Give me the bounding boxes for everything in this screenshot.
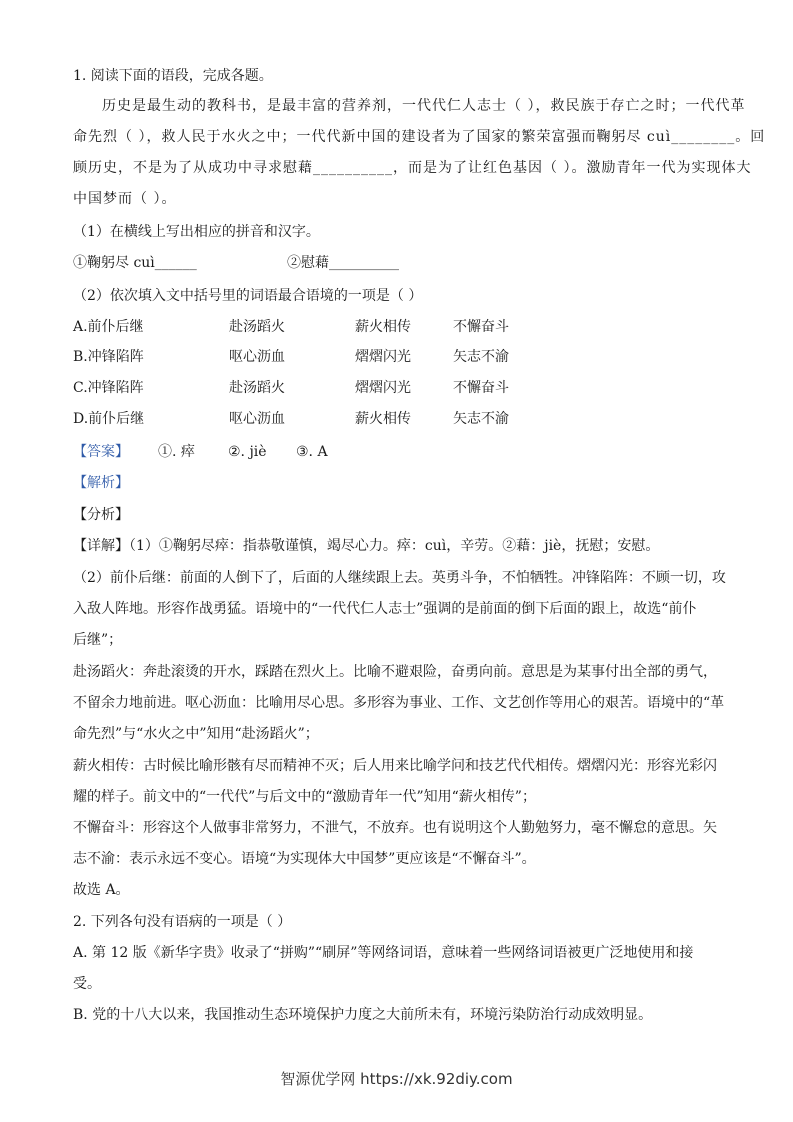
q1-sub1-item-a: ①鞠躬尽 cuì______ bbox=[73, 255, 197, 271]
option-c-col3: 熠熠闪光 bbox=[355, 380, 411, 396]
option-b-col1: B.冲锋陷阵 bbox=[73, 349, 144, 365]
detail-line-5: 赴汤蹈火：奔赴滚烫的开水，踩踏在烈火上。比喻不避艰险，奋勇向前。意思是为某事付出全部的勇气， bbox=[73, 664, 717, 680]
detail-line-7: 命先烈”与“水火之中”知用“赴汤蹈火”； bbox=[73, 726, 319, 742]
option-c-col1: C.冲锋陷阵 bbox=[73, 380, 144, 396]
option-b-col4: 矢志不渝 bbox=[453, 349, 509, 365]
answer-item-1: ①. 瘁 bbox=[158, 444, 195, 460]
detail-line-9: 耀的样子。前文中的“一代代”与后文中的“激励青年一代”知用“薪火相传”； bbox=[73, 789, 536, 805]
option-d-col3: 薪火相传 bbox=[355, 411, 411, 427]
detail-line-1: 【详解】（1）①鞠躬尽瘁：指恭敬谨慎，竭尽心力。瘁：cuì，辛劳。②藉：jiè，抚慰；安慰。 bbox=[73, 538, 660, 554]
option-c-col2: 赴汤蹈火 bbox=[229, 380, 285, 396]
detail-line-3: 入敌人阵地。形容作战勇猛。语境中的“一代代仁人志士”强调的是前面的倒下后面的跟上，故选“前仆 bbox=[73, 601, 697, 617]
q2-option-a-line-1: A. 第 12 版《新华字贵》收录了“拼购”“刷屏”等网络词语，意味着一些网络词语被更广泛地使用和接 bbox=[73, 945, 694, 961]
q1-passage-line-4: 中国梦而（ ）。 bbox=[73, 191, 177, 207]
detail-line-11: 志不渝：表示永远不变心。语境“为实现体大中国梦”更应该是“不懈奋斗”。 bbox=[73, 851, 536, 867]
option-a-col4: 不懈奋斗 bbox=[453, 319, 509, 335]
q1-passage-line-2: 命先烈（ ），救人民于水火之中；一代代新中国的建设者为了国家的繁荣富强而鞠躬尽 cuì________。回 bbox=[73, 129, 766, 145]
q2-option-b-line-1: B. 党的十八大以来，我国推动生态环境保护力度之大前所未有，环境污染防治行动成效明显。 bbox=[73, 1007, 653, 1023]
answer-item-3: ③. A bbox=[296, 444, 328, 460]
option-a-col3: 薪火相传 bbox=[355, 319, 411, 335]
answer-item-2: ②. jiè bbox=[228, 444, 267, 460]
option-a-col1: A.前仆后继 bbox=[73, 319, 144, 335]
q1-passage-line-1: 历史是最生动的教科书，是最丰富的营养剂，一代代仁人志士（ ），救民族于存亡之时；一代代革 bbox=[102, 98, 746, 114]
q1-sub1-item-b: ②慰藉__________ bbox=[287, 255, 399, 271]
option-b-col2: 呕心沥血 bbox=[229, 349, 285, 365]
q2-option-a-line-2: 受。 bbox=[73, 976, 101, 992]
detail-line-8: 薪火相传：古时候比喻形骸有尽而精神不灭；后人用来比喻学问和技艺代代相传。熠熠闪光：形容光彩闪 bbox=[73, 758, 717, 774]
option-d-col2: 呕心沥血 bbox=[229, 411, 285, 427]
detail-line-6: 不留余力地前进。呕心沥血：比喻用尽心思。多形容为事业、工作、文艺创作等用心的艰苦。语境中的“革 bbox=[73, 695, 725, 711]
detail-line-10: 不懈奋斗：形容这个人做事非常努力，不泄气，不放弃。也有说明这个人勤勉努力，毫不懈怠的意思。矢 bbox=[73, 820, 717, 836]
option-a-col2: 赴汤蹈火 bbox=[229, 319, 285, 335]
answer-label: 【答案】 bbox=[73, 444, 129, 460]
analysis-label: 【解析】 bbox=[73, 475, 129, 491]
q2-title: 2. 下列各句没有语病的一项是（ ） bbox=[73, 914, 292, 930]
option-b-col3: 熠熠闪光 bbox=[355, 349, 411, 365]
detail-line-2: （2）前仆后继：前面的人倒下了，后面的人继续跟上去。英勇斗争，不怕牺牲。冲锋陷阵：不顾一切，攻 bbox=[73, 570, 726, 586]
q1-sub2-prompt: （2）依次填入文中括号里的词语最合语境的一项是（ ） bbox=[73, 288, 423, 304]
q1-sub1-prompt: （1）在横线上写出相应的拼音和汉字。 bbox=[73, 224, 320, 240]
q1-title: 1. 阅读下面的语段，完成各题。 bbox=[73, 68, 273, 84]
option-c-col4: 不懈奋斗 bbox=[453, 380, 509, 396]
q1-passage-line-3: 顾历史，不是为了从成功中寻求慰藉__________，而是为了让红色基因（ ）。激励青年一代为实现体大 bbox=[73, 160, 752, 176]
footer-watermark[interactable]: 智源优学网 https://xk.92diy.com bbox=[280, 1070, 513, 1088]
option-d-col4: 矢志不渝 bbox=[453, 411, 509, 427]
fenxi-label: 【分析】 bbox=[73, 507, 129, 523]
option-d-col1: D.前仆后继 bbox=[73, 411, 145, 427]
detail-line-4: 后继”； bbox=[73, 632, 123, 648]
detail-line-12: 故选 A。 bbox=[73, 882, 130, 898]
